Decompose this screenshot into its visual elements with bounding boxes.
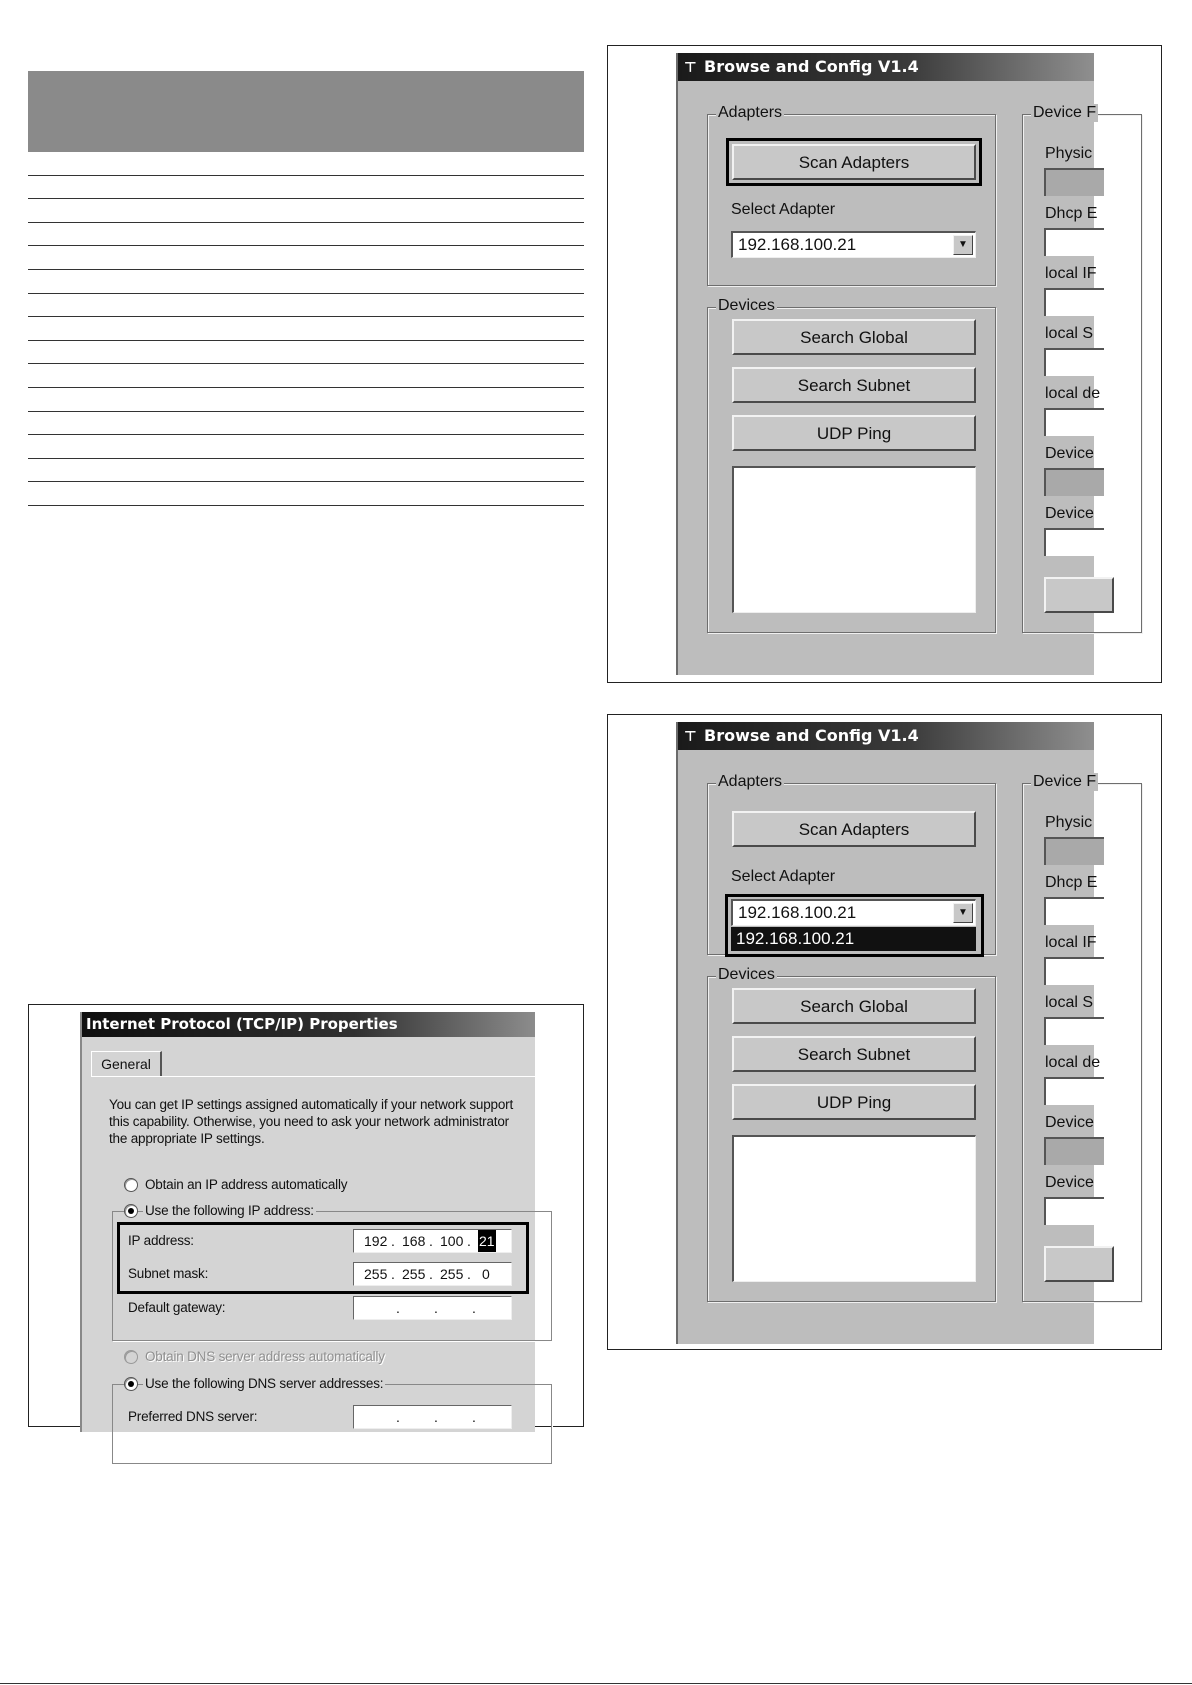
ip-dot: .: [391, 1266, 395, 1282]
scan-adapters-button[interactable]: Scan Adapters: [732, 144, 976, 180]
ip-dot: .: [472, 1409, 476, 1425]
devices-list[interactable]: [732, 466, 976, 613]
table-row: [28, 223, 584, 247]
scan-adapters-button[interactable]: Scan Adapters: [732, 811, 976, 847]
local-ip-field[interactable]: [1044, 957, 1104, 985]
local-ip-field[interactable]: [1044, 288, 1104, 316]
use-following-ip-radio[interactable]: [124, 1204, 138, 1218]
field-label-local-ip: local IF: [1045, 934, 1097, 951]
browse-config-window: [676, 722, 1101, 1344]
mask-octet-2: 255: [402, 1266, 426, 1282]
window-titlebar[interactable]: [678, 722, 1094, 750]
field-label-local-ip: local IF: [1045, 265, 1097, 282]
field-label-dhcp: Dhcp E: [1045, 874, 1098, 891]
table-row: [28, 294, 584, 318]
table-row: [28, 270, 584, 294]
preferred-dns-label: Preferred DNS server:: [128, 1409, 258, 1424]
table-row: [28, 482, 584, 506]
local-subnet-field[interactable]: [1044, 348, 1104, 376]
ip-dot: .: [396, 1300, 400, 1316]
device-field-b[interactable]: [1044, 528, 1104, 556]
local-gateway-field[interactable]: [1044, 408, 1104, 436]
adapters-group-label: Adapters: [718, 773, 783, 790]
ip-dot: .: [434, 1409, 438, 1425]
network-icon: ⊤: [684, 729, 697, 745]
field-label-physical: Physic: [1045, 814, 1093, 831]
table-row: [28, 435, 584, 459]
adapters-group-label: Adapters: [718, 104, 783, 121]
tcpip-properties-dialog: [80, 1012, 535, 1432]
data-table: [28, 71, 584, 506]
adapters-group: [707, 104, 996, 286]
window-title: Browse and Config V1.4: [704, 726, 919, 745]
dhcp-field[interactable]: [1044, 897, 1104, 925]
field-label-device-b: Device: [1045, 1174, 1094, 1191]
table-row: [28, 412, 584, 436]
ip-address-label: IP address:: [128, 1233, 194, 1248]
ip-dot: .: [429, 1266, 433, 1282]
ip-dot: .: [467, 1233, 471, 1249]
adapter-dropdown-option[interactable]: 192.168.100.21: [731, 927, 976, 951]
adapter-select-value: 192.168.100.21: [738, 235, 857, 254]
field-label-local-gateway: local de: [1045, 1054, 1101, 1071]
field-label-physical: Physic: [1045, 145, 1093, 162]
chevron-down-icon[interactable]: ▼: [953, 235, 973, 255]
field-label-local-subnet: local S: [1045, 994, 1094, 1011]
field-label-device-b: Device: [1045, 505, 1094, 522]
ip-dot: .: [467, 1266, 471, 1282]
subnet-mask-label: Subnet mask:: [128, 1266, 209, 1281]
field-label-local-subnet: local S: [1045, 325, 1094, 342]
preferred-dns-input[interactable]: [353, 1405, 512, 1429]
table-row: [28, 364, 584, 388]
window-titlebar[interactable]: [678, 53, 1094, 81]
search-subnet-button[interactable]: Search Subnet: [732, 1036, 976, 1072]
subnet-mask-input[interactable]: [353, 1262, 512, 1286]
table-row: [28, 388, 584, 412]
intro-text-line1: You can get IP settings assigned automatically if your network support: [109, 1097, 513, 1112]
intro-text-line2: this capability. Otherwise, you need to ask your network administrator: [109, 1114, 509, 1129]
ip-octet-1: 192: [364, 1233, 388, 1249]
apply-button[interactable]: [1044, 1246, 1114, 1282]
search-subnet-button[interactable]: Search Subnet: [732, 367, 976, 403]
intro-text-line3: the appropriate IP settings.: [109, 1131, 265, 1146]
device-field-a: [1044, 1137, 1104, 1165]
tab-panel-border: [91, 1076, 535, 1077]
table-row: [28, 317, 584, 341]
devices-group-label: Devices: [718, 966, 775, 983]
dhcp-field[interactable]: [1044, 228, 1104, 256]
ip-dot: .: [396, 1409, 400, 1425]
device-field-b[interactable]: [1044, 1197, 1104, 1225]
table-row: [28, 176, 584, 200]
figure-tcpip-properties: [28, 1004, 584, 1427]
adapter-select[interactable]: [731, 231, 976, 258]
physical-address-field: [1044, 168, 1104, 196]
mask-octet-1: 255: [364, 1266, 388, 1282]
table-row: [28, 152, 584, 176]
field-label-device-a: Device: [1045, 1114, 1094, 1131]
mask-octet-4: 0: [482, 1266, 490, 1282]
default-gateway-input[interactable]: [353, 1296, 512, 1320]
network-icon: ⊤: [684, 60, 697, 76]
figure-browse-config-select: [607, 714, 1162, 1350]
physical-address-field: [1044, 837, 1104, 865]
field-label-dhcp: Dhcp E: [1045, 205, 1098, 222]
adapter-select-value: 192.168.100.21: [738, 903, 857, 922]
ip-octet-4: 21: [478, 1230, 496, 1252]
obtain-ip-auto-radio[interactable]: [124, 1178, 138, 1192]
udp-ping-button[interactable]: UDP Ping: [732, 1084, 976, 1120]
ip-address-input[interactable]: [353, 1229, 512, 1253]
device-properties-group-label: Device F: [1033, 104, 1097, 121]
use-following-ip-label: Use the following IP address:: [145, 1203, 314, 1218]
page-footer-rule: [0, 1683, 1192, 1684]
udp-ping-button[interactable]: UDP Ping: [732, 415, 976, 451]
ip-dot: .: [434, 1300, 438, 1316]
field-label-device-a: Device: [1045, 445, 1094, 462]
tab-general[interactable]: General: [91, 1051, 162, 1077]
table-header: [28, 71, 584, 152]
select-adapter-label: Select Adapter: [731, 201, 836, 218]
table-row: [28, 199, 584, 223]
ip-dot: .: [429, 1233, 433, 1249]
ip-dot: .: [472, 1300, 476, 1316]
chevron-down-icon[interactable]: ▼: [953, 903, 973, 923]
select-adapter-label: Select Adapter: [731, 868, 836, 885]
obtain-dns-auto-label: Obtain DNS server address automatically: [145, 1349, 385, 1364]
adapter-select[interactable]: [731, 899, 976, 926]
devices-group-label: Devices: [718, 297, 775, 314]
device-properties-group-label: Device F: [1033, 773, 1097, 790]
window-title: Browse and Config V1.4: [704, 57, 919, 76]
local-gateway-field[interactable]: [1044, 1077, 1104, 1105]
apply-button[interactable]: [1044, 577, 1114, 613]
ip-octet-3: 100: [440, 1233, 464, 1249]
table-row: [28, 246, 584, 270]
obtain-ip-auto-label: Obtain an IP address automatically: [145, 1177, 348, 1192]
device-field-a: [1044, 468, 1104, 496]
ip-dot: .: [391, 1233, 395, 1249]
default-gateway-label: Default gateway:: [128, 1300, 226, 1315]
obtain-dns-auto-radio[interactable]: [124, 1350, 138, 1364]
mask-octet-3: 255: [440, 1266, 464, 1282]
ip-octet-2: 168: [402, 1233, 426, 1249]
local-subnet-field[interactable]: [1044, 1017, 1104, 1045]
figure-browse-config-scan: [607, 45, 1162, 683]
use-following-dns-label: Use the following DNS server addresses:: [145, 1376, 384, 1391]
table-row: [28, 341, 584, 365]
dialog-titlebar[interactable]: Internet Protocol (TCP/IP) Properties: [82, 1012, 535, 1037]
search-global-button[interactable]: Search Global: [732, 319, 976, 355]
table-row: [28, 459, 584, 483]
use-following-dns-radio[interactable]: [124, 1377, 138, 1391]
devices-list[interactable]: [732, 1135, 976, 1282]
search-global-button[interactable]: Search Global: [732, 988, 976, 1024]
field-label-local-gateway: local de: [1045, 385, 1101, 402]
browse-config-window: [676, 53, 1101, 675]
